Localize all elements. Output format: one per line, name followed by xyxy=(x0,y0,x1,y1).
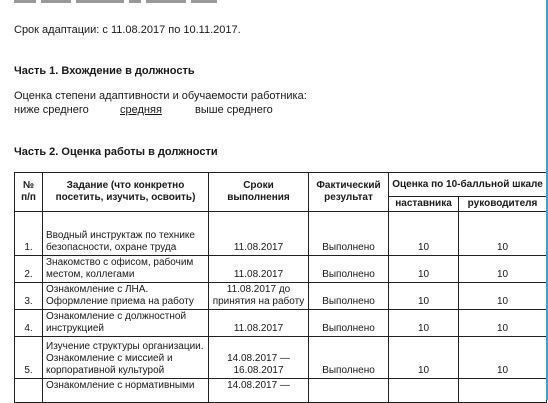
row-task: Ознакомление с нормативными xyxy=(43,379,209,403)
row-task: Изучение структуры организации. Ознакомление с миссией и корпоративной культурой xyxy=(43,337,209,379)
part1-heading: Часть 1. Вхождение в должность xyxy=(14,65,195,77)
row-result: Выполнено xyxy=(309,310,389,337)
row-deadline: 14.08.2017 — 16.08.2017 xyxy=(209,337,309,379)
row-mentor-score xyxy=(389,379,459,403)
row-task: Ознакомление с ЛНА. Оформление приема на работу xyxy=(43,283,209,310)
row-mentor-score: 10 xyxy=(389,310,459,337)
table-row xyxy=(15,283,547,310)
header-manager: руководителя xyxy=(459,197,547,212)
row-number: 2. xyxy=(15,256,43,283)
row-manager-score: 10 xyxy=(459,337,547,379)
row-manager-score: 10 xyxy=(459,212,547,256)
header-mentor: наставника xyxy=(389,197,459,212)
row-deadline: 14.08.2017 — xyxy=(209,379,309,403)
task-evaluation-table xyxy=(14,172,547,403)
header-task: Задание (что конкретно посетить, изучить, освоить) xyxy=(43,173,209,212)
option-above-average: выше среднего xyxy=(195,104,273,116)
table-row xyxy=(15,310,547,337)
option-average-selected: средняя xyxy=(120,104,162,116)
adaptation-period: Срок адаптации: с 11.08.2017 по 10.11.2017. xyxy=(14,24,241,36)
row-mentor-score: 10 xyxy=(389,337,459,379)
header-number: № п/п xyxy=(15,173,43,212)
row-number: 3. xyxy=(15,283,43,310)
cropped-previous-text xyxy=(14,0,274,3)
row-number xyxy=(15,379,43,403)
row-result: Выполнено xyxy=(309,212,389,256)
header-deadline: Сроки выполнения xyxy=(209,173,309,212)
option-below-average: ниже среднего xyxy=(14,104,89,116)
row-manager-score xyxy=(459,379,547,403)
part2-heading: Часть 2. Оценка работы в должности xyxy=(14,146,218,158)
row-task: Вводный инструктаж по технике безопасности, охране труда xyxy=(43,212,209,256)
row-manager-score: 10 xyxy=(459,256,547,283)
table-row xyxy=(15,337,547,379)
row-manager-score: 10 xyxy=(459,283,547,310)
table-row xyxy=(15,256,547,283)
row-manager-score: 10 xyxy=(459,310,547,337)
table-row xyxy=(15,379,547,403)
row-result: Выполнено xyxy=(309,256,389,283)
row-result xyxy=(309,379,389,403)
row-result: Выполнено xyxy=(309,337,389,379)
row-deadline: 11.08.2017 xyxy=(209,256,309,283)
header-rating: Оценка по 10-балльной шкале xyxy=(389,173,547,197)
header-result: Фактический результат xyxy=(309,173,389,212)
row-task: Ознакомление с должностной инструкцией xyxy=(43,310,209,337)
row-deadline: 11.08.2017 до принятия на работу xyxy=(209,283,309,310)
row-deadline: 11.08.2017 xyxy=(209,310,309,337)
row-mentor-score: 10 xyxy=(389,283,459,310)
row-number: 1. xyxy=(15,212,43,256)
row-mentor-score: 10 xyxy=(389,256,459,283)
part1-question: Оценка степени адаптивности и обучаемости работника: xyxy=(14,90,307,102)
row-result: Выполнено xyxy=(309,283,389,310)
row-number: 5. xyxy=(15,337,43,379)
row-task: Знакомство с офисом, рабочим местом, коллегами xyxy=(43,256,209,283)
row-deadline: 11.08.2017 xyxy=(209,212,309,256)
row-mentor-score: 10 xyxy=(389,212,459,256)
row-number: 4. xyxy=(15,310,43,337)
table-row xyxy=(15,212,547,256)
